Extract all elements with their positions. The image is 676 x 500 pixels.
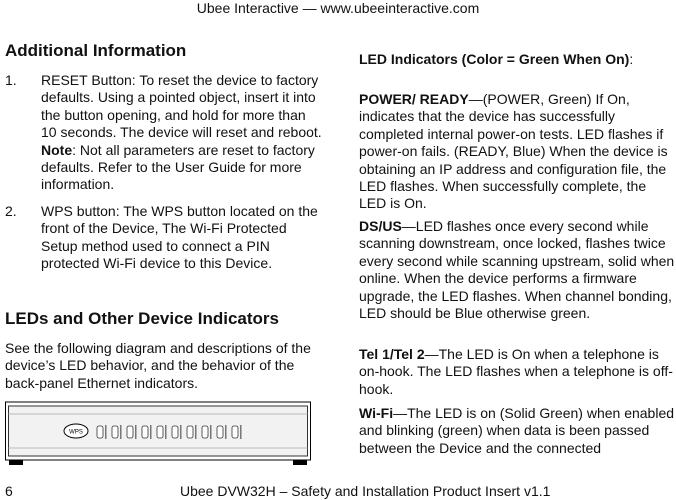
- additional-information-heading: Additional Information: [5, 41, 187, 60]
- tel-label: Tel 1/Tel 2: [359, 346, 425, 362]
- reset-text: RESET Button: To reset the device to factory defaults. Using a pointed object, insert it into the button opening, and hold for more than 10 seconds. The device will reset and reboot.: [41, 72, 322, 141]
- led-indicator: [97, 426, 103, 438]
- leds-heading: LEDs and Other Device Indicators: [5, 309, 279, 328]
- wifi-paragraph: [359, 405, 676, 457]
- list-item-wps: [5, 203, 323, 273]
- ds-us-paragraph: [359, 218, 676, 322]
- note-label: Note: [41, 141, 73, 158]
- tel-text: —The LED is On when a telephone is on-hook. The LED flashes when a telephone is off-hook.: [359, 346, 673, 397]
- led-indicators-heading: [359, 51, 676, 68]
- led-indicator: [127, 426, 133, 438]
- page-footer: Ubee DVW32H – Safety and Installation Product Insert v1.1: [180, 483, 551, 499]
- led-indicator: [157, 426, 163, 438]
- device-drawing: [5, 400, 311, 466]
- tel-paragraph: [359, 346, 676, 398]
- led-indicator: [202, 426, 208, 438]
- led-indicator: [112, 426, 118, 438]
- device-front-panel-diagram: [5, 400, 311, 466]
- ds-us-text: —LED flashes once every second while scanning downstream, once locked, flashes twice every second while scanning upstream, solid when online. When the device performs a firmware upgrade, the LED flashes. When channel bonding, LED should be Blue otherwise green.: [359, 218, 675, 322]
- power-ready-paragraph: [359, 91, 676, 213]
- wifi-text: —The LED is on (Solid Green) when enabled and blinking (green) when data is been passed between the Device and the connected: [359, 405, 675, 456]
- page-number: 6: [5, 483, 13, 499]
- led-indicator: [217, 426, 223, 438]
- list-number: 1.: [5, 72, 17, 88]
- power-ready-text: —(POWER, Green) If On, indicates that the device has successfully completed internal power-on tests. LED flashes if power-on fails. (READY, Blue) When the device is obtaining an IP address and configuration file, the LED flashes. When successfully complete, the LED is On.: [359, 91, 668, 212]
- list-text: WPS button: The WPS button located on the front of the Device, The Wi-Fi Protected Setup method used to connect a PIN protected Wi-Fi device to this Device.: [41, 203, 318, 272]
- list-number: 2.: [5, 203, 17, 219]
- led-indicator: [187, 426, 193, 438]
- led-indicators-heading-text: LED Indicators (Color = Green When On): [359, 51, 630, 67]
- page-header: Ubee Interactive — www.ubeeinteractive.com: [196, 0, 480, 16]
- list-item-reset: [5, 72, 323, 194]
- note-text: : Not all parameters are reset to factory defaults. Refer to the User Guide for more information.: [41, 141, 315, 193]
- wps-button-label: WPS: [69, 429, 83, 436]
- heading-colon: :: [629, 51, 634, 67]
- leds-intro-paragraph: See the following diagram and descriptions of the device’s LED behavior, and the behavior of the back-panel Ethernet indicators.: [5, 340, 311, 391]
- wifi-label: Wi-Fi: [359, 405, 394, 421]
- led-indicator: [142, 426, 148, 438]
- led-indicator: [172, 426, 178, 438]
- power-ready-label: POWER/ READY: [359, 91, 469, 107]
- led-indicator: [232, 426, 238, 438]
- list-text: [41, 72, 323, 194]
- ds-us-label: DS/US: [359, 218, 402, 234]
